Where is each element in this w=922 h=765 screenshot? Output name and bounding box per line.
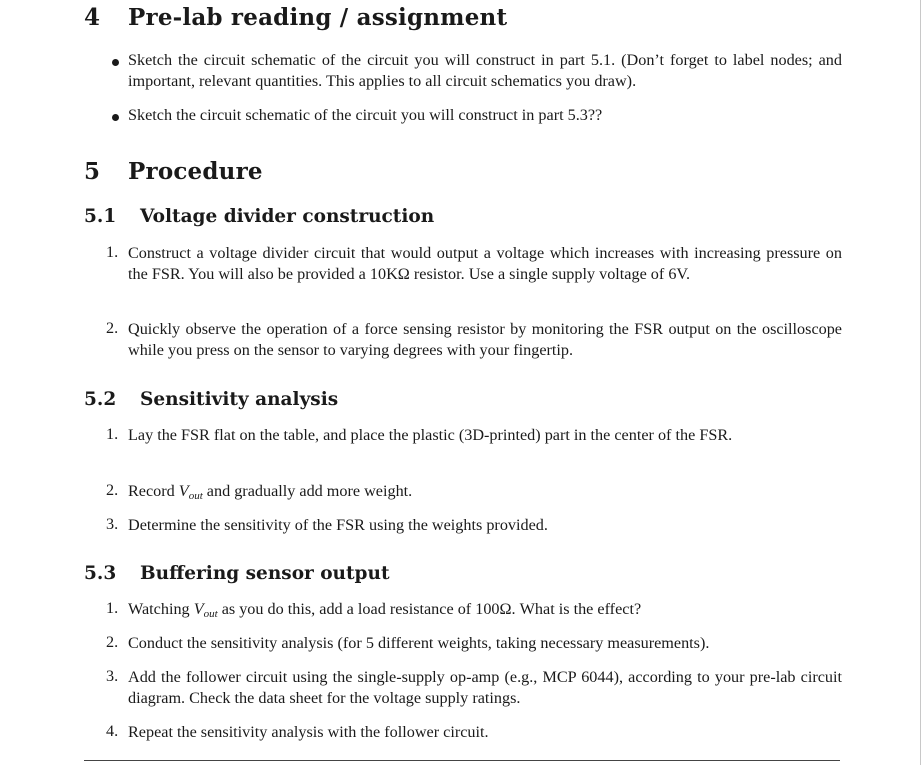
procedure-5-3-item-4: Repeat the sensitivity analysis with the follower circuit.: [128, 723, 489, 741]
section-4-title: Pre-lab reading / assignment: [128, 4, 508, 31]
procedure-5-3-item-1: Watching $V_{out}$ as you do this, add a load resistance of 100Ω. What is the effect?: [128, 600, 642, 620]
subsection-5-3-title: Buffering sensor output: [140, 563, 390, 584]
list-item-number: 1.: [106, 243, 119, 261]
subsection-5-3-number: 5.3: [84, 563, 117, 584]
subsection-5-1-number: 5.1: [84, 206, 117, 227]
list-item-number: 2.: [106, 319, 119, 337]
bullet-dot: [112, 114, 119, 121]
list-item-number: 1.: [106, 599, 119, 617]
section-5-title: Procedure: [128, 158, 263, 185]
section-5-number: 5: [84, 158, 101, 185]
page-bottom-rule: [84, 760, 840, 761]
list-item-number: 1.: [106, 425, 119, 443]
list-item-number: 3.: [106, 667, 119, 685]
section-4-number: 4: [84, 4, 101, 31]
list-item-number: 2.: [106, 633, 119, 651]
bullet-item-1: Sketch the circuit schematic of the circuit you will construct in part 5.1. (Don’t forget to label nodes; and important, relevant quantities. This applies to all circuit schematics you draw).: [128, 51, 842, 90]
bullet-item-2: Sketch the circuit schematic of the circuit you will construct in part 5.3??: [128, 106, 603, 124]
subsection-5-1-title: Voltage divider construction: [140, 206, 435, 227]
procedure-5-1-item-2: Quickly observe the operation of a force sensing resistor by monitoring the FSR output on the oscilloscope while you press on the sensor to varying degrees with your fingertip.: [128, 320, 842, 359]
list-item-number: 3.: [106, 515, 119, 533]
procedure-5-3-item-3: Add the follower circuit using the single-supply op-amp (e.g., MCP 6044), according to your pre-lab circuit diagram. Check the data sheet for the voltage supply ratings.: [128, 668, 842, 707]
list-item-number: 2.: [106, 481, 119, 499]
procedure-5-3-item-2: Conduct the sensitivity analysis (for 5 different weights, taking necessary measurements).: [128, 634, 710, 652]
bullet-dot: [112, 59, 119, 66]
procedure-5-2-item-3: Determine the sensitivity of the FSR using the weights provided.: [128, 516, 548, 534]
subsection-5-2-number: 5.2: [84, 389, 117, 410]
procedure-5-2-item-1: Lay the FSR flat on the table, and place the plastic (3D-printed) part in the center of the FSR.: [128, 426, 733, 444]
subsection-5-2-title: Sensitivity analysis: [140, 389, 339, 410]
procedure-5-1-item-1: Construct a voltage divider circuit that would output a voltage which increases with increasing pressure on the FSR. You will also be provided a 10KΩ resistor. Use a single supply voltage of 6V.: [128, 244, 842, 283]
list-item-number: 4.: [106, 722, 119, 740]
procedure-5-2-item-2: Record $V_{out}$ and gradually add more weight.: [128, 482, 413, 502]
